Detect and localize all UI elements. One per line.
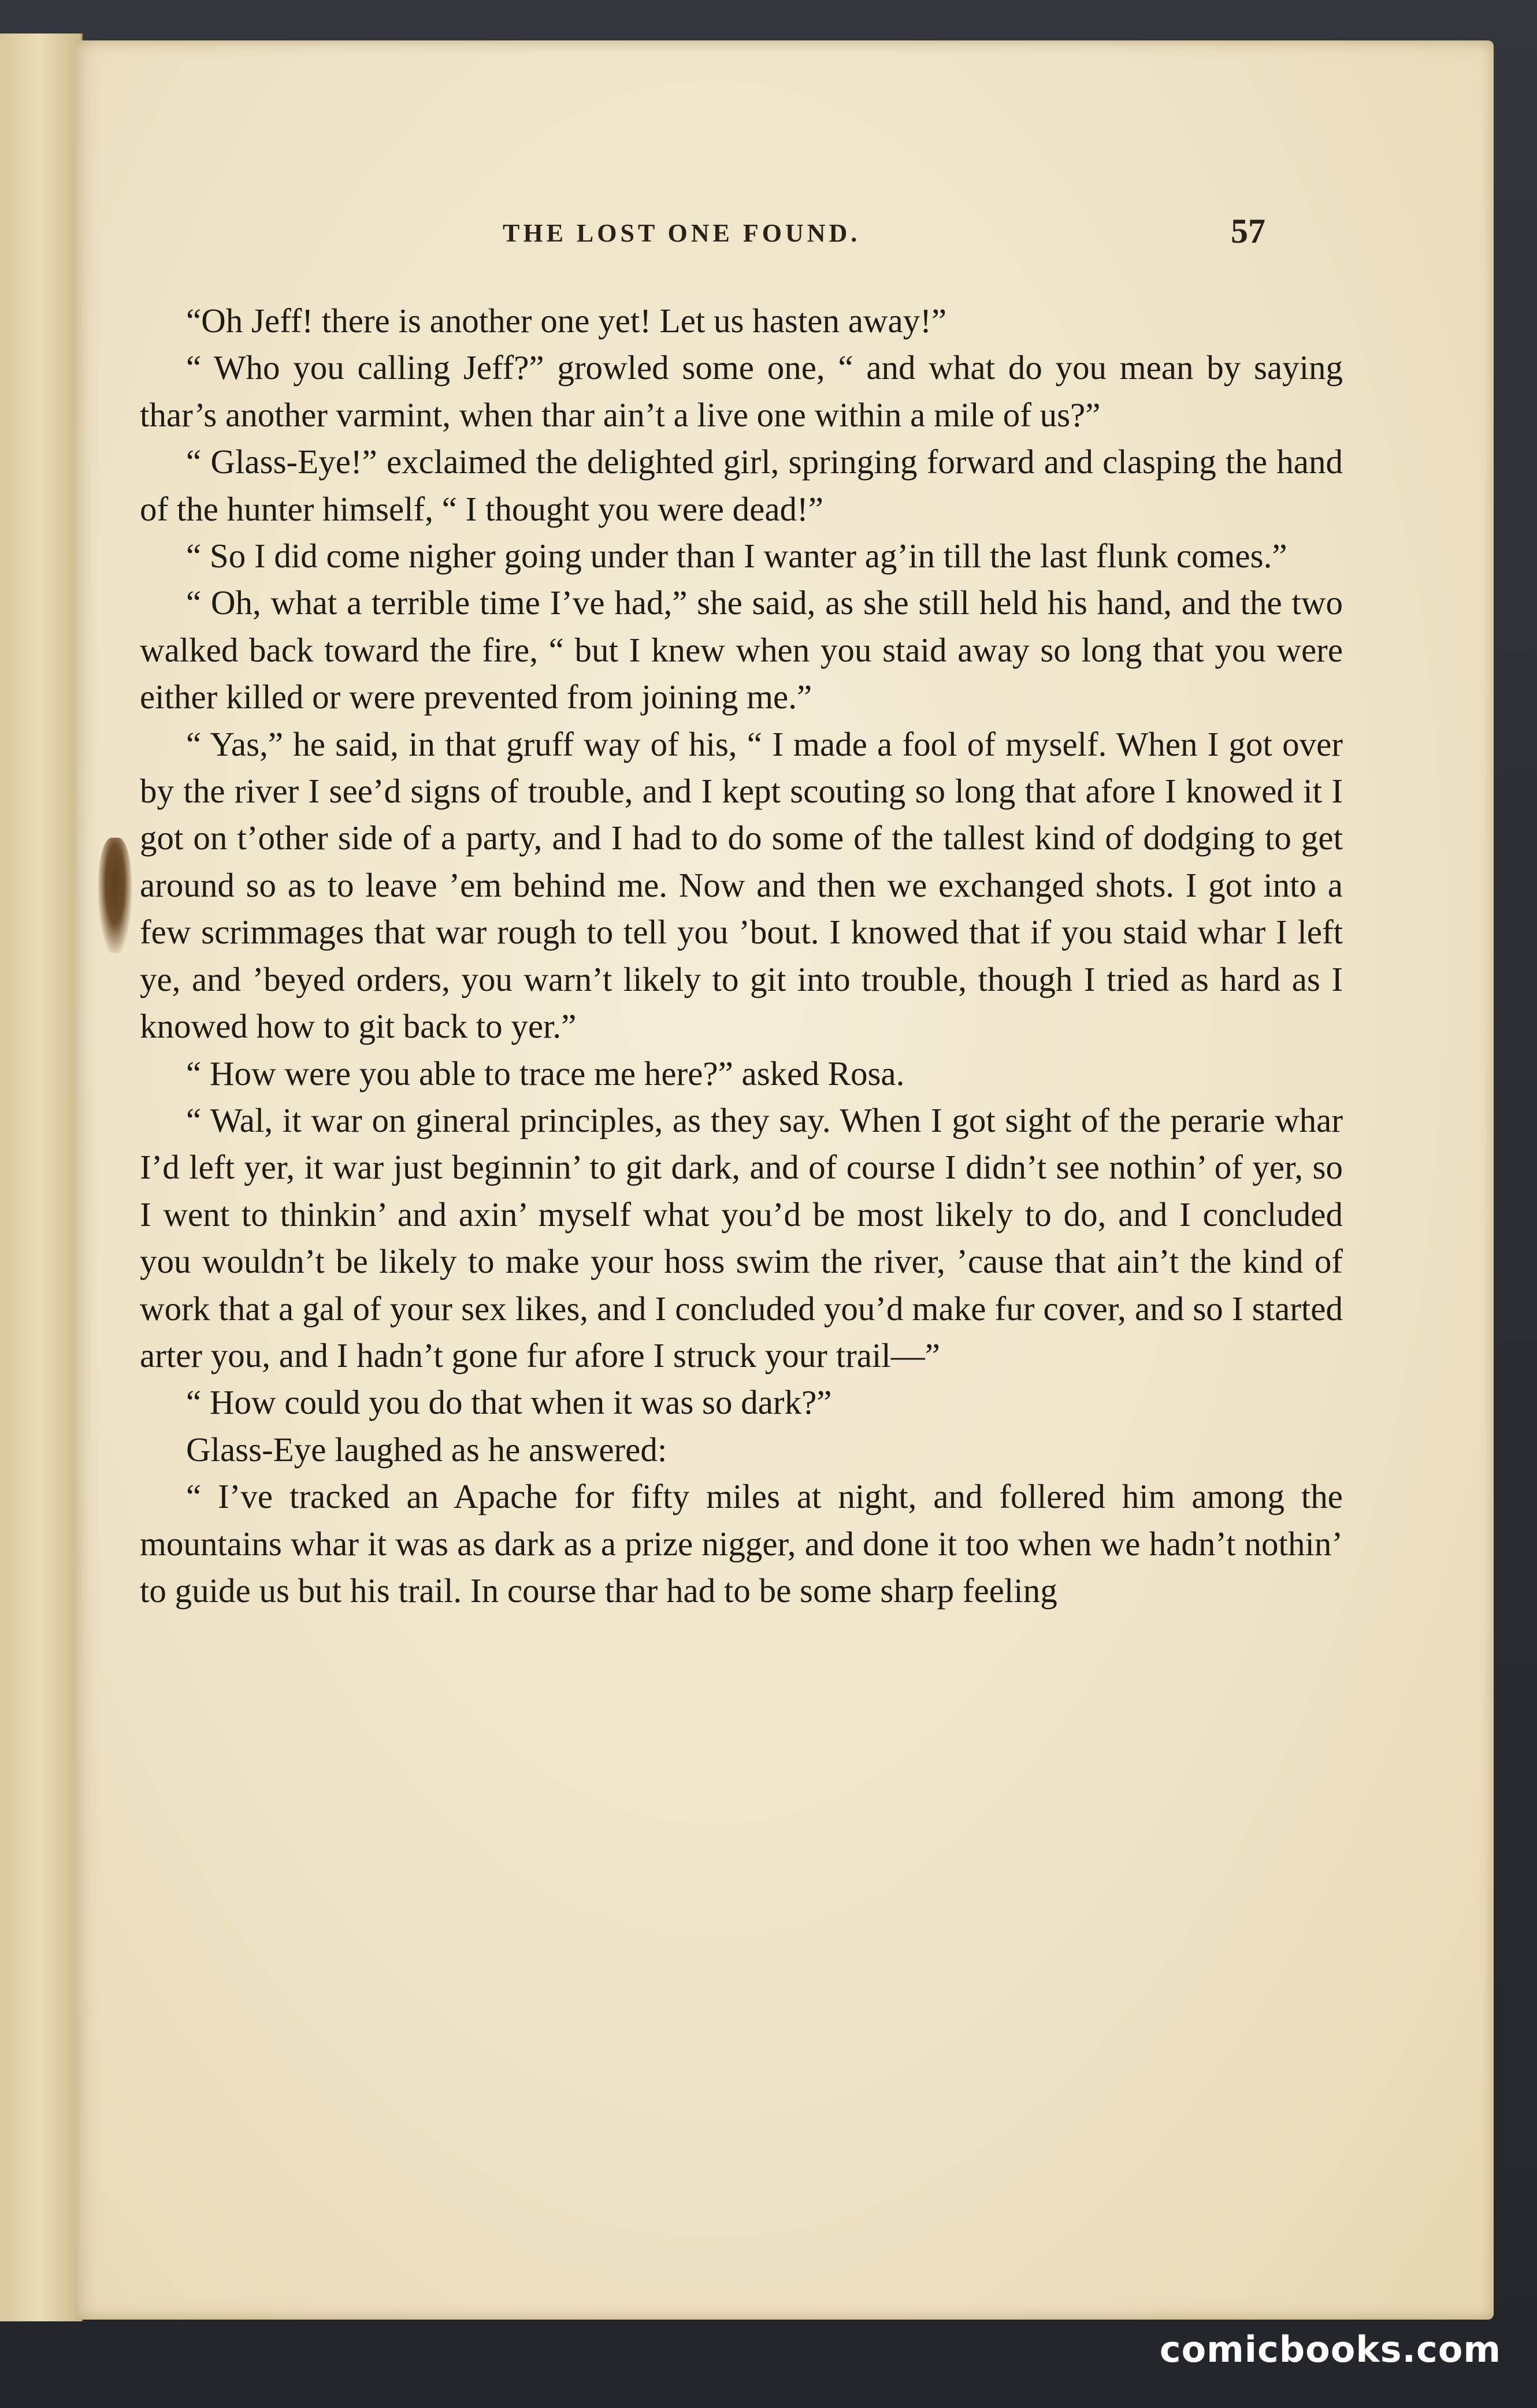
body-text (140, 298, 1343, 1614)
paragraph: “ Yas,” he said, in that gruff way of his, “ I made a fool of myself. When I got over by the river I see’d signs of trouble, and I kept scouting so long that afore I knowed it I got on t’other side of a party, and I had to do some of the tallest kind of dodging to get around so as to leave ’em behind me. Now and then we exchanged shots. I got into a few scrimmages that war rough to tell you ’bout. I knowed that if you staid whar I left ye, and ’beyed orders, you warn’t likely to git into trouble, though I tried as hard as I knowed how to git back to yer.” (140, 724, 1343, 1046)
paragraph: “ Wal, it war on gineral principles, as they say. When I got sight of the perarie whar I’d left yer, it war just beginnin’ to git dark, and of course I didn’t see nothin’ of yer, so I went to thinkin’ and axin’ myself what you’d be most likely to do, and I concluded you wouldn’t be likely to make your hoss swim the river, ’cause that ain’t the kind of work that a gal of your sex likes, and I concluded you’d make fur cover, and so I started arter you, and I hadn’t gone fur afore I struck your trail—” (140, 1101, 1343, 1374)
paragraph: “ Who you calling Jeff?” growled some one, “ and what do you mean by saying thar’s another varmint, when thar ain’t a live one within a mile of us?” (140, 348, 1343, 434)
paragraph: “ Oh, what a terrible time I’ve had,” she said, as she still held his hand, and the two walked back toward the fire, “ but I knew when you staid away so long that you were either killed or were prevented from joining me.” (140, 584, 1343, 716)
paragraph: “Oh Jeff! there is another one yet! Let us hasten away!” (186, 302, 947, 340)
binding-stain (98, 838, 132, 953)
facing-page-edge (0, 34, 83, 2321)
paragraph: “ How could you do that when it was so dark?” (186, 1383, 832, 1422)
running-title: THE LOST ONE FOUND. (503, 219, 861, 247)
paragraph: Glass-Eye laughed as he answered: (186, 1430, 667, 1469)
site-watermark: comicbooks.com (1159, 2328, 1501, 2370)
book-page (75, 40, 1494, 2320)
running-head (75, 214, 1494, 260)
paragraph: “ So I did come nigher going under than I wanter ag’in till the last flunk comes.” (186, 537, 1287, 575)
paragraph: “ I’ve tracked an Apache for fifty miles at night, and follered him among the mountains whar it was as dark as a prize nigger, and done it too when we hadn’t nothin’ to guide us but his trail. In course thar had to be some sharp feeling (140, 1477, 1343, 1610)
paragraph: “ How were you able to trace me here?” asked Rosa. (186, 1054, 905, 1092)
paragraph: “ Glass-Eye!” exclaimed the delighted girl, springing forward and clasping the hand of the hunter himself, “ I thought you were dead!” (140, 443, 1343, 528)
page-number: 57 (1231, 212, 1265, 250)
